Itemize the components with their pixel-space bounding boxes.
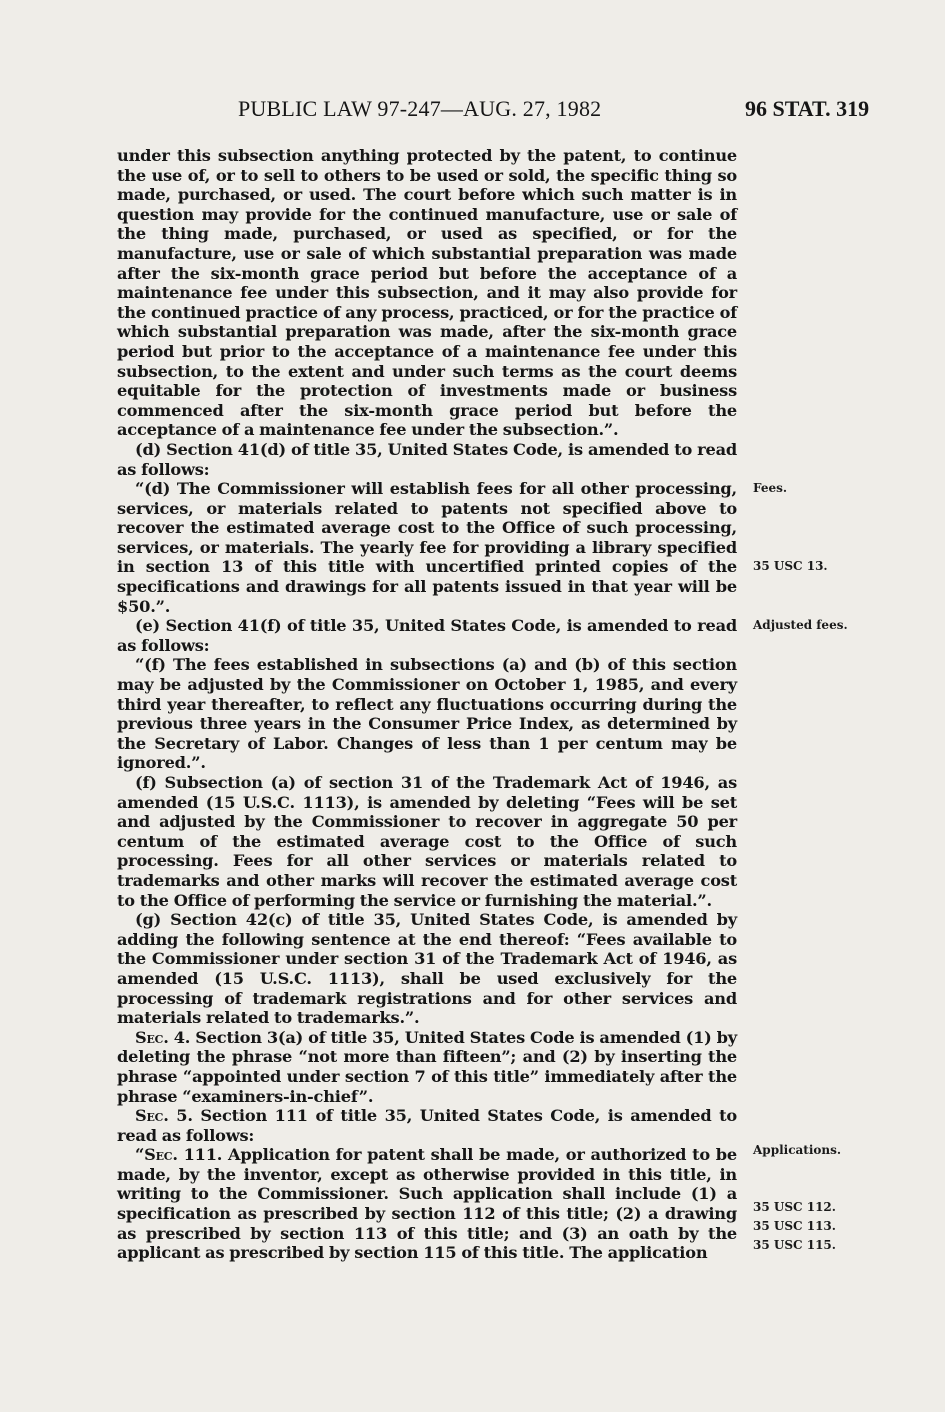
section-4 [117, 1028, 737, 1106]
margin-note-usc13: 35 USC 13. [753, 559, 828, 573]
section-4-text: 4. Section 3(a) of title 35, United States Code is amended (1) by deleting the phrase “not more than fifteen”; and (2) by inserting the phrase “appointed under section 7 of this title” immediately after the phrase “examiners-in-chief”. [117, 1027, 737, 1106]
section-label: “Sec. [135, 1145, 178, 1165]
margin-note-applications: Applications. [753, 1143, 842, 1157]
section-label: Sec. [135, 1106, 169, 1126]
paragraph-d-intro: (d) Section 41(d) of title 35, United States Code, is amended to read as follows: [117, 439, 737, 479]
paragraph-g: (g) Section 42(c) of title 35, United States Code, is amended by adding the following sentence at the end thereof: “Fees available to the Commissioner under section 31 of the Trademark Act of 1946, as amended (15 U.S.C. 1113), shall be used exclusively for the processing of trademark registrations and for other services and materials related to trademarks.”. [117, 910, 737, 1028]
section-5-text: 5. Section 111 of title 35, United States Code, is amended to read as follows: [117, 1106, 737, 1145]
margin-note-usc115: 35 USC 115. [753, 1238, 836, 1252]
body-text [117, 146, 737, 1263]
section-label: Sec. [135, 1027, 169, 1047]
running-header: PUBLIC LAW 97-247—AUG. 27, 1982 [238, 96, 602, 121]
paragraph-e-intro: (e) Section 41(f) of title 35, United States Code, is amended to read as follows: [117, 616, 737, 655]
paragraph-f-subsection: (f) Subsection (a) of section 31 of the Trademark Act of 1946, as amended (15 U.S.C. 1113), is amended by deleting “Fees will be set and adjusted by the Commissioner to recover in aggregate 50 per centum of the estimated average cost to the Office of such processing. Fees for all other services or materials related to trademarks and other marks will recover the estimated average cost to the Office of performing the service or furnishing the material.”. [117, 773, 737, 910]
section-5 [117, 1106, 737, 1145]
margin-note-fees: Fees. [753, 481, 788, 495]
margin-note-adjusted-fees: Adjusted fees. [753, 618, 848, 632]
page-number: 96 STAT. 319 [745, 96, 870, 121]
margin-note-usc112: 35 USC 112. [753, 1200, 836, 1214]
margin-note-usc113: 35 USC 113. [753, 1219, 836, 1233]
paragraph-continuation: under this subsection anything protected by the patent, to continue the use of, or to sell to others to be used or sold, the specific thing so made, purchased, or used. The court before which such matter is in question may provide for the continued manufacture, use or sale of the thing made, purchased, or used as specified, or for the manufacture, use or sale of which substantial preparation was made after the six-month grace period but before the acceptance of a maintenance fee under this subsection, and it may also provide for the continued practice of any process, practiced, or for the practice of which substantial preparation was made, after the six-month grace period but prior to the acceptance of a maintenance fee under this subsection, to the extent and under such terms as the court deems equitable for the protection of investments made or business commenced after the six-month grace period but before the acceptance of a maintenance fee under the subsection.”. [117, 146, 737, 440]
paragraph-d-text: “(d) The Commissioner will establish fees for all other processing, services, or materials related to patents not specified above to recover the estimated average cost to the Office of such processing, services, or materials. The yearly fee for providing a library specified in section 13 of this title with uncertified printed copies of the specifications and drawings for all patents issued in that year will be $50.”. [117, 479, 737, 616]
section-111 [117, 1145, 737, 1263]
paragraph-f-quote: “(f) The fees established in subsections (a) and (b) of this section may be adjusted by the Commissioner on October 1, 1985, and every third year thereafter, to reflect any fluctuations occurring during the previous three years in the Consumer Price Index, as determined by the Secretary of Labor. Changes of less than 1 per centum may be ignored.”. [117, 655, 737, 773]
section-111-text: 111. Application for patent shall be made, or authorized to be made, by the inventor, except as otherwise provided in this title, in writing to the Commissioner. Such application shall include (1) a specification as prescribed by section 112 of this title; (2) a drawing as prescribed by section 113 of this title; and (3) an oath by the applicant as prescribed by section 115 of this title. The application [117, 1145, 737, 1263]
